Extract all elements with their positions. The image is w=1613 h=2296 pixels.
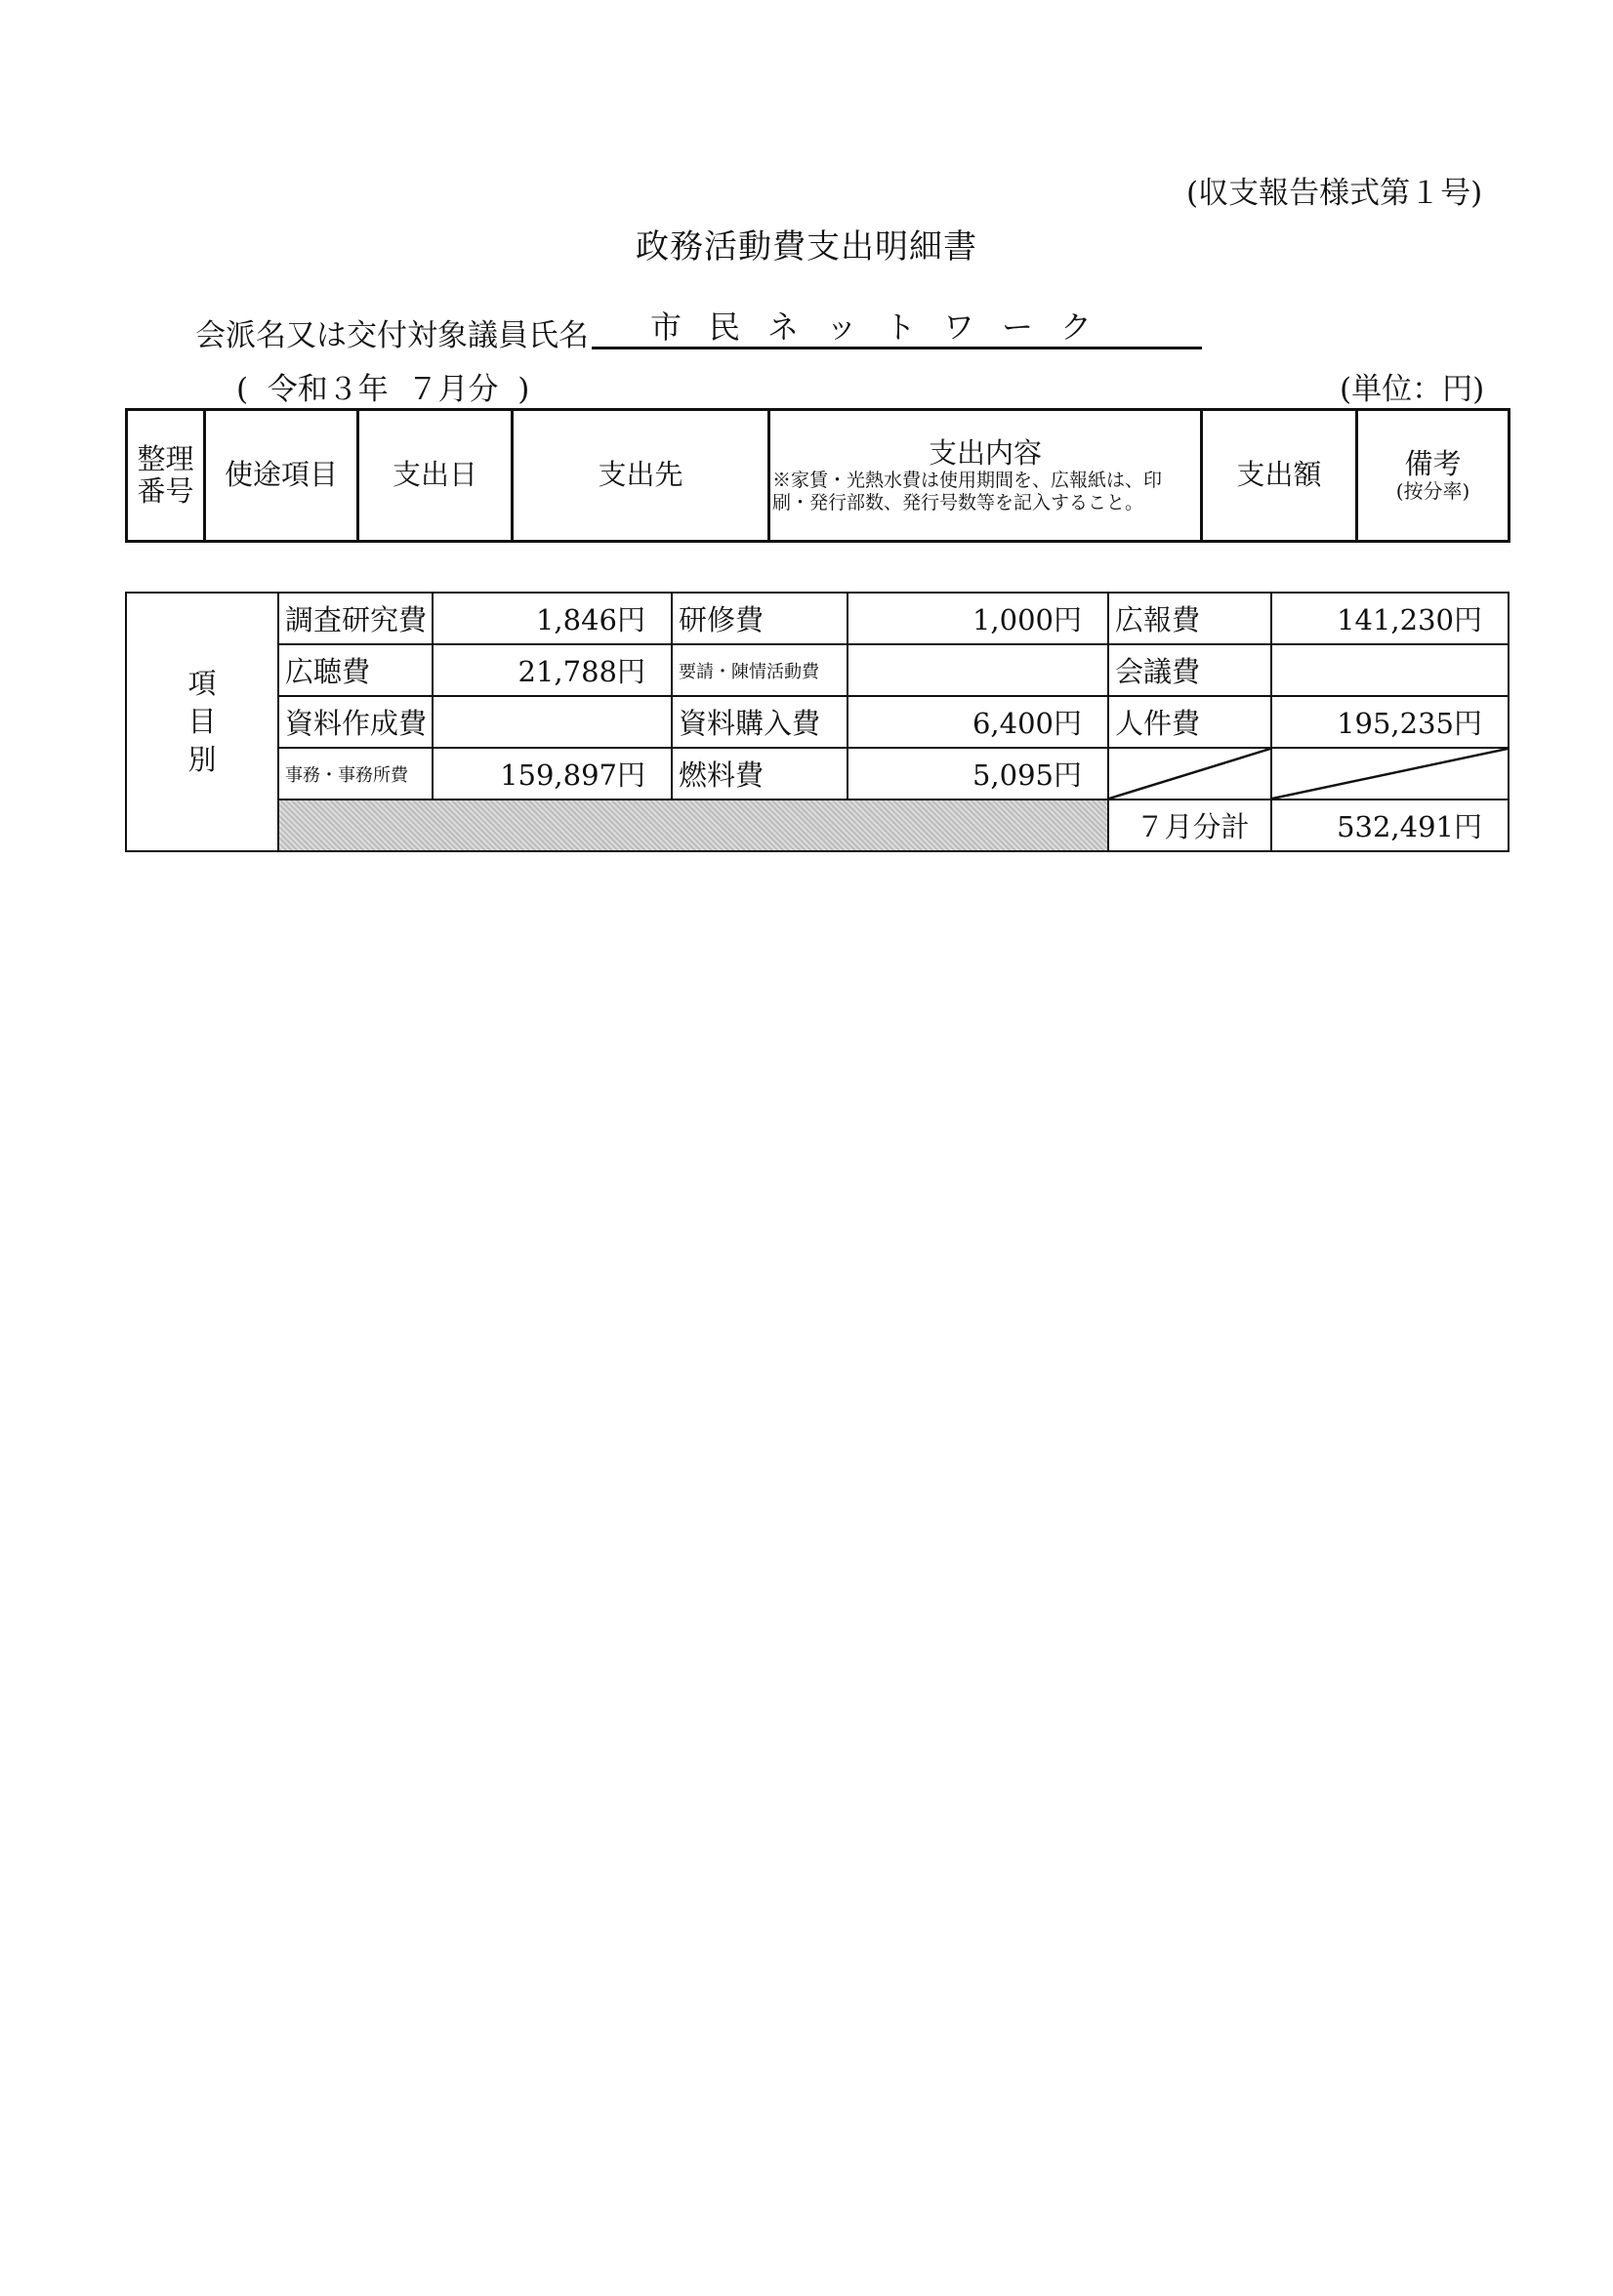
total-label: ７月分計 <box>1108 800 1271 851</box>
item-label: 会議費 <box>1108 644 1271 696</box>
period: ( 令和３年 ７月分 ) <box>236 372 530 407</box>
item-label: 人件費 <box>1108 696 1271 748</box>
empty-cell-slash <box>1108 748 1271 800</box>
col-content <box>769 410 1202 542</box>
shaded-area <box>278 800 1108 851</box>
col-remarks-title: 備考 <box>1404 446 1462 480</box>
slash-line <box>1109 749 1270 799</box>
item-label: 燃料費 <box>672 748 848 800</box>
col-remarks <box>1357 410 1510 542</box>
item-value: 141,230円 <box>1271 593 1509 644</box>
form-number: (収支報告様式第１号) <box>1186 176 1483 211</box>
item-value: 6,400円 <box>848 696 1108 748</box>
group-name: 市民ネットワーク <box>592 310 1202 349</box>
total-value: 532,491円 <box>1271 800 1509 851</box>
empty-cell-slash <box>1271 748 1509 800</box>
item-label: 広報費 <box>1108 593 1271 644</box>
category-summary-table <box>125 592 1510 852</box>
col-content-note: ※家賃・光熱水費は使用期間を、広報紙は、印刷・発行部数、発行号数等を記入すること。 <box>772 469 1163 513</box>
item-value: 21,788円 <box>433 644 672 696</box>
item-value: 159,897円 <box>433 748 672 800</box>
item-value <box>1271 644 1509 696</box>
col-remarks-sub: (按分率) <box>1395 479 1470 504</box>
item-label: 研修費 <box>672 593 848 644</box>
col-number <box>127 410 205 542</box>
slash-line <box>1272 749 1508 799</box>
item-label: 要請・陳情活動費 <box>672 644 848 696</box>
item-value <box>433 696 672 748</box>
unit-label: (単位：円) <box>1340 372 1485 407</box>
expense-detail-table <box>125 408 1510 543</box>
col-item: 使途項目 <box>205 410 358 542</box>
item-value: 1,000円 <box>848 593 1108 644</box>
col-number-line2: 番号 <box>137 474 194 508</box>
item-value <box>848 644 1108 696</box>
col-content-title: 支出内容 <box>928 435 1042 470</box>
item-label: 資料購入費 <box>672 696 848 748</box>
col-amount: 支出額 <box>1202 410 1357 542</box>
category-label <box>126 593 278 851</box>
category-label-text: 項目別 <box>187 666 217 777</box>
col-date: 支出日 <box>358 410 513 542</box>
item-label: 調査研究費 <box>278 593 433 644</box>
item-value: 195,235円 <box>1271 696 1509 748</box>
name-label: 会派名又は交付対象議員氏名 <box>195 318 589 353</box>
item-value: 5,095円 <box>848 748 1108 800</box>
col-number-line1: 整理 <box>137 441 194 475</box>
item-label: 資料作成費 <box>278 696 433 748</box>
item-label: 事務・事務所費 <box>278 748 433 800</box>
document-title: 政務活動費支出明細書 <box>636 227 977 266</box>
col-payee: 支出先 <box>513 410 769 542</box>
item-label: 広聴費 <box>278 644 433 696</box>
item-value: 1,846円 <box>433 593 672 644</box>
